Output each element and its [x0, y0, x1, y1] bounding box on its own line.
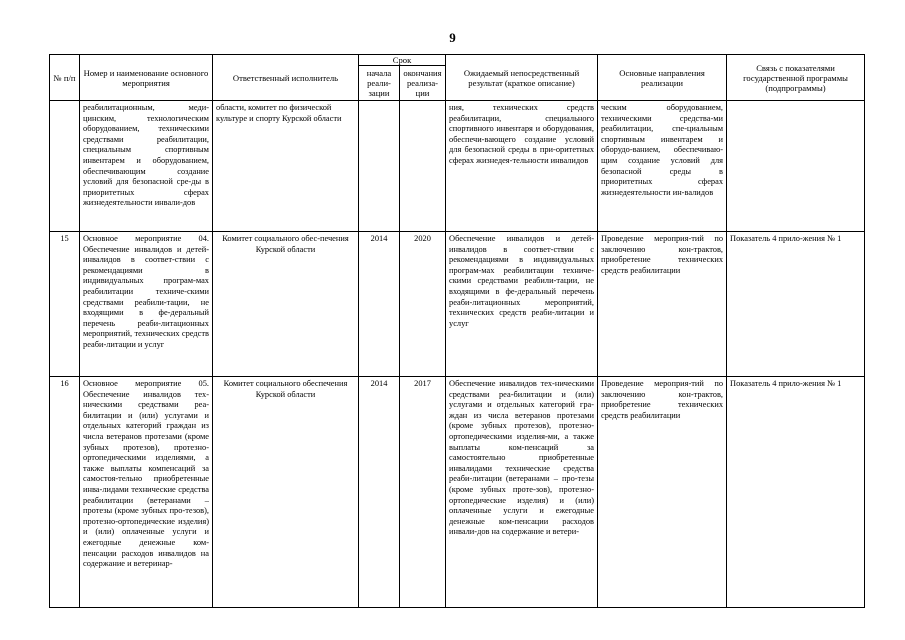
row-result: ния, технических средств реабилитации, специального спортивного инвентаря и оборудования, обеспечи-вающего создание условий для безопасной среды в при-оритетных сферах жизнедея-тельности инвалидов [446, 101, 598, 232]
header-directions: Основные направления реализации [598, 55, 727, 101]
row-executor: области, комитет по физической культуре и спорту Курской области [213, 101, 359, 232]
activities-table [49, 54, 865, 608]
row-name: Основное мероприятие 04. Обеспечение инвалидов и детей-инвалидов в соответ-ствии с рекомендациями в индивидуальных програм-мах реабилитации техниче-скими средствами реабили-тации, не входящими в фе-деральный перечень реаби-литационных мероприятий, технических средств реаби-литации и услуг [80, 232, 213, 377]
header-end: окончания реализа-ции [400, 66, 446, 101]
row-link: Показатель 4 прило-жения № 1 [727, 232, 865, 377]
row-name: Основное мероприятие 05. Обеспечение инвалидов тех-ническими средствами реа-билитации и (или) услугами и отдельных категорий граждан из числа ветеранов протезами (кроме зубных протезов), протезно-ортопедическими изделиями, а также выплаты компенсаций за самостоя-тельно приобретенные инва-лидами технические средства реабилитации (ветеранами – протезы (кроме зубных про-тезов), протезно-ортопедические изделия) и (или) оплаченные услуги и ежегодные денежные ком-пенсации расходов инвалидов на содержание и ветеринар- [80, 377, 213, 608]
row-directions: ческим оборудованием, техническими средства-ми реабилитации, спе-циальным спортивным инвентарем и оборудо-ванием, обеспечиваю-щим создание условий для безопасной среды в приоритетных сферах жизнедеятельности ин-валидов [598, 101, 727, 232]
header-row-1 [50, 55, 865, 66]
row-result: Обеспечение инвалидов тех-ническими средствами реа-билитации и (или) услугами и отдельных категорий гра-ждан из числа ветеранов протезами (кроме зубных протезов), протезно-ортопедическими изделия-ми, а также выплаты ком-пенсаций за самостоятельно приобретенные инвалидами технические средства реаби-литации (ветеранами – про-тезы (кроме зубных проте-зов), протезно-ортопедические изделия) и (или) оплаченные услуги и ежегодные денежные ком-пенсации расходов инвали-дов на содержание и ветери- [446, 377, 598, 608]
row-result: Обеспечение инвалидов и детей-инвалидов в соответ-ствии с рекомендациями в индивидуальных програм-мах реабилитации техниче-скими средствами реабили-тации, не входящими в фе-деральный перечень реаби-литационных мероприятий, технических средств реаби-литации и услуг [446, 232, 598, 377]
row-link [727, 101, 865, 232]
row-end: 2020 [400, 232, 446, 377]
row-link: Показатель 4 прило-жения № 1 [727, 377, 865, 608]
row-executor: Комитет социального обес-печения Курской области [213, 232, 359, 377]
row-end: 2017 [400, 377, 446, 608]
row-start: 2014 [359, 377, 400, 608]
header-link: Связь с показателями государственной программы (подпрограммы) [727, 55, 865, 101]
row-name: реабилитационным, меди-цинским, технологическим оборудованием, техническими средствами реабилитации, специальным спортивным инвентарем и оборудованием, обеспечивающим создание условий для безопасной сре-ды в приоритетных сферах жизнедеятельности инвали-дов [80, 101, 213, 232]
header-name: Номер и наименование основного мероприятия [80, 55, 213, 101]
header-executor: Ответственный исполнитель [213, 55, 359, 101]
header-start: начала реали-зации [359, 66, 400, 101]
row-start: 2014 [359, 232, 400, 377]
header-result: Ожидаемый непосредственный результат (краткое описание) [446, 55, 598, 101]
row-num: 16 [50, 377, 80, 608]
header-term: Срок [359, 55, 446, 66]
row-executor: Комитет социального обеспечения Курской области [213, 377, 359, 608]
table-row [50, 101, 865, 232]
table-row [50, 232, 865, 377]
page-number: 9 [449, 30, 456, 45]
header-num: № п/п [50, 55, 80, 101]
row-num [50, 101, 80, 232]
table-row [50, 377, 865, 608]
row-num: 15 [50, 232, 80, 377]
row-directions: Проведение мероприя-тий по заключению кон-трактов, приобретение технических средств реабилитации [598, 377, 727, 608]
row-end [400, 101, 446, 232]
row-directions: Проведение мероприя-тий по заключению кон-трактов, приобретение технических средств реабилитации [598, 232, 727, 377]
row-start [359, 101, 400, 232]
